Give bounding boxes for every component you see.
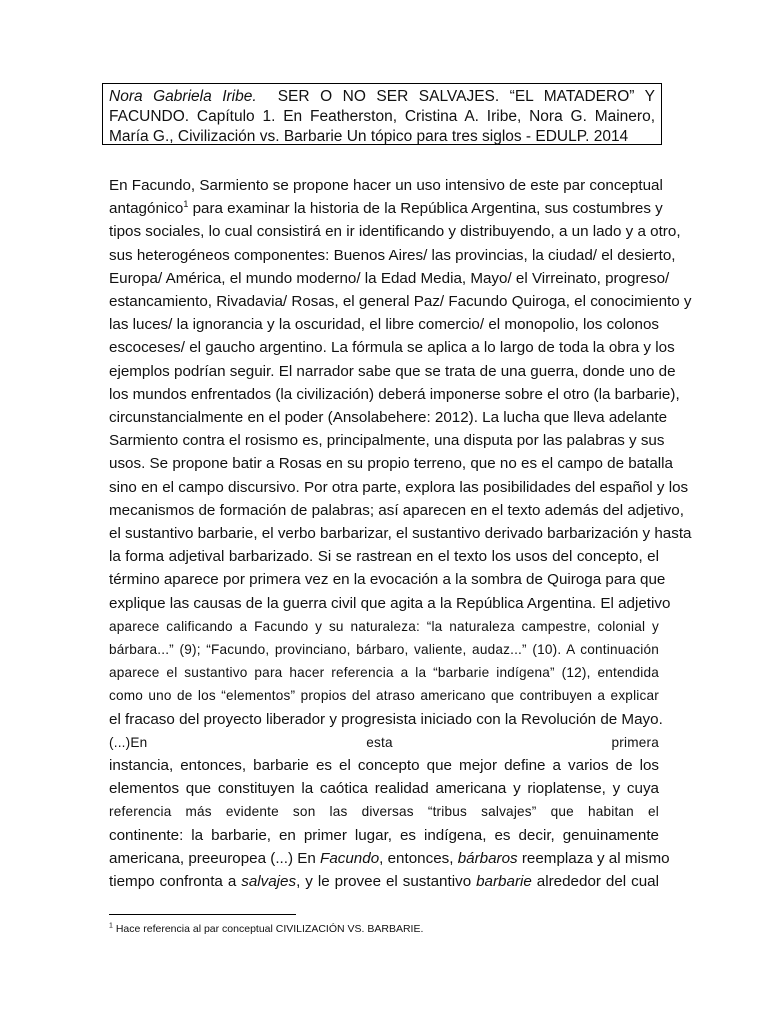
body-line: sus heterogéneos componentes: Buenos Aires/ las provincias, la ciudad/ el desierto, bbox=[109, 246, 676, 264]
body-line: ejemplos podrían seguir. El narrador sabe que se trata de una guerra, donde uno de bbox=[109, 362, 676, 380]
body-line: el fracaso del proyecto liberador y progresista iniciado con la Revolución de Mayo. bbox=[109, 710, 663, 728]
italic-term: bárbaros bbox=[457, 849, 518, 867]
body-line: usos. Se propone batir a Rosas en su propio terreno, que no es el campo de batalla bbox=[109, 455, 673, 473]
body-line: la forma adjetival barbarizado. Si se rastrean en el texto los usos del concepto, el bbox=[109, 548, 659, 566]
body-line: elementos que constituyen la caótica realidad americana y rioplatense, y cuya bbox=[109, 780, 659, 798]
body-paragraph bbox=[109, 174, 692, 893]
body-line: antagónico$^1$ para examinar la historia de la República Argentina, sus costumbres y bbox=[109, 199, 663, 218]
body-line: tipos sociales, lo cual consistirá en ir identificando y distribuyendo, a un lado y a otro, bbox=[109, 223, 681, 241]
body-line: aparece calificando a Facundo y su naturaleza: “la naturaleza campestre, colonial y bbox=[109, 618, 659, 634]
body-line: el sustantivo barbarie, el verbo barbarizar, el sustantivo derivado barbarización y hasta bbox=[109, 525, 692, 543]
body-line: referencia más evidente son las diversas “tribus salvajes” que habitan el bbox=[109, 804, 659, 820]
body-line: tiempo confronta a salvajes, y le provee el sustantivo barbarie alrededor del cual bbox=[109, 873, 659, 891]
footnote-mark: 1 bbox=[109, 922, 113, 930]
body-line: circunstancialmente en el poder (Ansolabehere: 2012). La lucha que lleva adelante bbox=[109, 409, 668, 427]
body-line: término aparece por primera vez en la evocación a la sombra de Quiroga para que bbox=[109, 571, 666, 589]
body-line: aparece el sustantivo para hacer referencia a la “barbarie indígena” (12), entendida bbox=[109, 665, 659, 681]
body-line: sino en el campo discursivo. Por otra parte, explora las posibilidades del español y los bbox=[109, 478, 689, 496]
body-line: En Facundo, Sarmiento se propone hacer un uso intensivo de este par conceptual bbox=[109, 177, 663, 194]
body-line: bárbara...” (9); “Facundo, provinciano, bárbaro, valiente, audaz...” (10). A continuación bbox=[109, 642, 659, 658]
body-line: Sarmiento contra el rosismo es, principalmente, una disputa por las palabras y sus bbox=[109, 432, 665, 450]
body-line: explique las causas de la guerra civil que agita a la República Argentina. El adjetivo bbox=[109, 594, 671, 612]
footnote-text: Hace referencia al par conceptual CIVILIZACIÓN VS. BARBARIE. bbox=[112, 923, 424, 935]
body-line: (...)En esta primera bbox=[109, 734, 659, 750]
italic-term: salvajes bbox=[241, 873, 297, 891]
italic-term: barbarie bbox=[476, 873, 532, 891]
citation-line-3: María G., Civilización vs. Barbarie Un tópico para tres siglos - EDULP. 2014 bbox=[109, 128, 629, 145]
body-line: los mundos enfrentados (la civilización) deberá imponerse sobre el otro (la barbarie), bbox=[109, 385, 680, 403]
body-line: instancia, entonces, barbarie es el concepto que mejor define a varios de los bbox=[109, 757, 659, 775]
body-line: Europa/ América, el mundo moderno/ la Edad Media, Mayo/ el Virreinato, progreso/ bbox=[109, 269, 670, 287]
body-line: mecanismos de formación de palabras; así aparecen en el texto además del adjetivo, bbox=[109, 501, 684, 519]
body-line: estancamiento, Rivadavia/ Rosas, el general Paz/ Facundo Quiroga, el conocimiento y bbox=[109, 293, 692, 311]
body-line: las luces/ la ignorancia y la oscuridad, el libre comercio/ el monopolio, los colonos bbox=[109, 316, 659, 334]
citation-author: Nora Gabriela Iribe. bbox=[109, 88, 257, 105]
italic-term: Facundo bbox=[320, 849, 380, 867]
citation-box bbox=[102, 83, 662, 145]
body-line: americana, preeuropea (...) En Facundo, entonces, bárbaros reemplaza y al mismo bbox=[109, 849, 670, 867]
body-line: continente: la barbarie, en primer lugar, es indígena, es decir, genuinamente bbox=[109, 826, 659, 844]
body-line: escoceses/ el gaucho argentino. La fórmula se aplica a lo largo de toda la obra y los bbox=[109, 339, 675, 357]
footnote-divider bbox=[109, 914, 296, 915]
body-line: como uno de los “elementos” propios del atraso americano que contribuyen a explicar bbox=[109, 688, 659, 704]
footnote bbox=[109, 922, 423, 936]
citation-title: SER O NO SER SALVAJES. “EL MATADERO” Y bbox=[256, 88, 656, 105]
citation-line-2: FACUNDO. Capítulo 1. En Featherston, Cristina A. Iribe, Nora G. Mainero, bbox=[109, 108, 655, 125]
footnote-ref: 1 bbox=[183, 199, 189, 210]
